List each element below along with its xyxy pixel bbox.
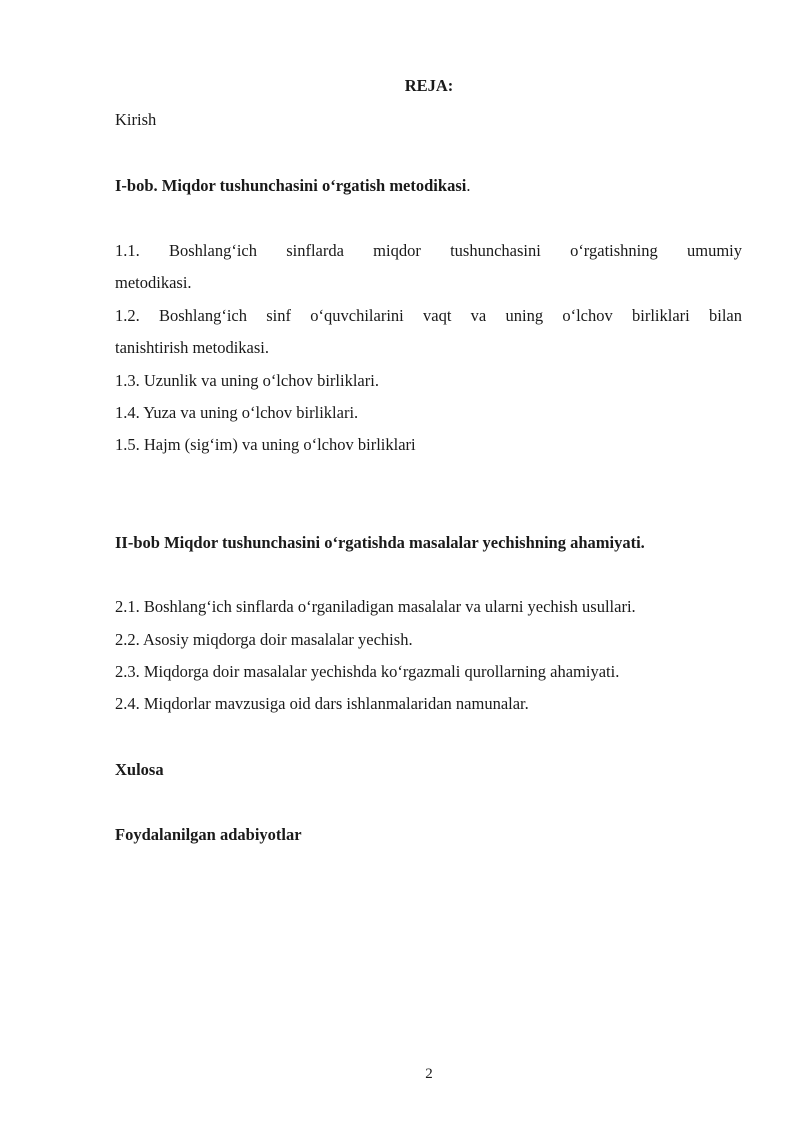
chapter1-item-1-line2: metodikasi. [115,273,192,292]
conclusion-heading: Xulosa [115,760,164,779]
chapter2-item-4: 2.4. Miqdorlar mavzusiga oid dars ishlanmalaridan namunalar. [115,694,529,713]
chapter1-heading: I-bob. Miqdor tushunchasini o‘rgatish metodikasi [115,176,467,195]
chapter1-heading-line [115,176,470,196]
chapter2-heading: II-bob Miqdor tushunchasini o‘rgatishda masalalar yechishning ahamiyati. [115,533,645,552]
chapter1-item-3: 1.3. Uzunlik va uning o‘lchov birliklari. [115,371,379,390]
chapter1-item-5: 1.5. Hajm (sig‘im) va uning o‘lchov birliklari [115,435,416,454]
page-number: 2 [425,1066,433,1082]
chapter1-item-4: 1.4. Yuza va uning o‘lchov birliklari. [115,403,359,422]
chapter2-item-3: 2.3. Miqdorga doir masalalar yechishda ko‘rgazmali qurollarning ahamiyati. [115,662,620,681]
chapter1-item-1-line1: 1.1. Boshlang‘ich sinflarda miqdor tushunchasini o‘rgatishning umumiy [115,241,742,260]
intro-item: Kirish [115,110,157,129]
chapter1-heading-tail: . [466,176,471,195]
chapter2-item-1: 2.1. Boshlang‘ich sinflarda o‘rganiladigan masalalar va ularni yechish usullari. [115,597,636,616]
page-title: REJA: [404,76,454,95]
chapter1-item-2-line2: tanishtirish metodikasi. [115,338,269,357]
chapter2-item-2: 2.2. Asosiy miqdorga doir masalalar yechish. [115,630,413,649]
references-heading: Foydalanilgan adabiyotlar [115,825,302,844]
chapter1-item-2-line1: 1.2. Boshlang‘ich sinf o‘quvchilarini vaqt va uning o‘lchov birliklari bilan [115,306,742,325]
